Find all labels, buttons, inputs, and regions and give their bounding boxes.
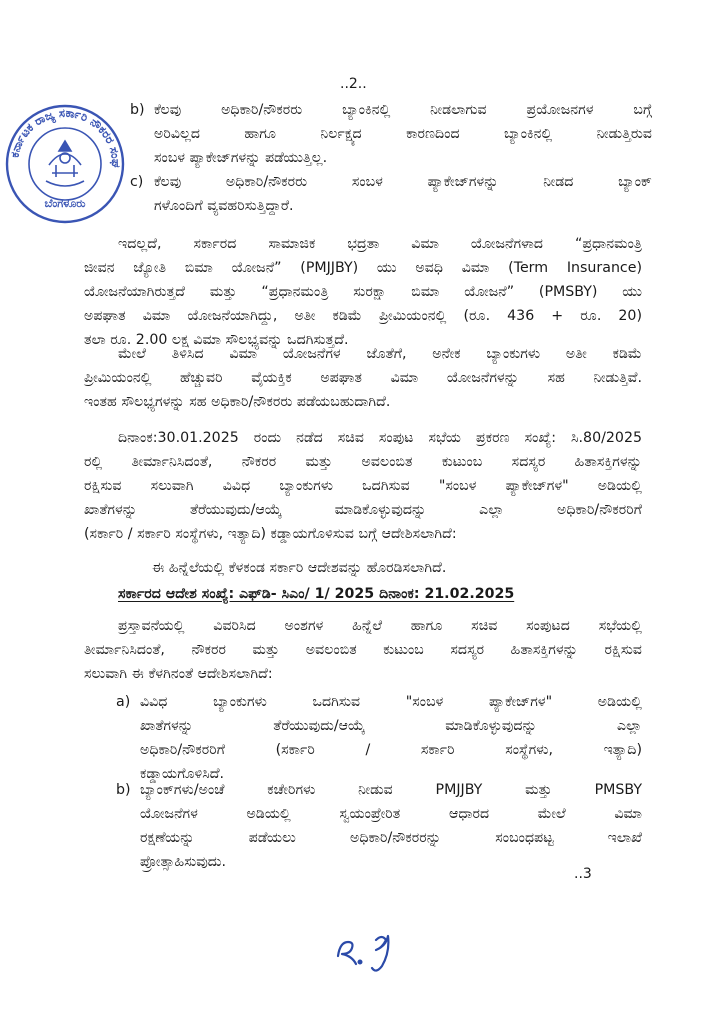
order-item-a — [116, 690, 642, 786]
paragraph-order-issued: ಈ ಹಿನ್ನೆಲೆಯಲ್ಲಿ ಕೆಳಕಂಡ ಸರ್ಕಾರಿ ಆದೇಶವನ್ನು ಹೊರಡಿಸಲಾಗಿದೆ. — [152, 560, 447, 576]
paragraph-line: ಅಪಘಾತ ವಿಮಾ ಯೋಜನೆಯಾಗಿದ್ದು, ಅತೀ ಕಡಿಮೆ ಪ್ರೀಮಿಯಂನಲ್ಲಿ (ರೂ. 436 + ರೂ. 20) — [84, 308, 642, 324]
paragraph-line: ತೀರ್ಮಾನಿಸಿದಂತೆ, ನೌಕರರ ಮತ್ತು ಅವಲಂಬಿತ ಕುಟುಂಬ ಸದಸ್ಯರ ಹಿತಾಸಕ್ತಿಗಳನ್ನು ರಕ್ಷಿಸುವ — [84, 642, 642, 658]
paragraph-cabinet-decision — [84, 426, 642, 546]
list-line: ಖಾತೆಗಳನ್ನು ತೆರೆಯುವುದು/ಆಯ್ಕೆ ಮಾಡಿಕೊಳ್ಳುವುದನ್ನು ಎಲ್ಲಾ — [140, 718, 642, 734]
paragraph-line: ಜೀವನ ಜ್ಯೋತಿ ಬಿಮಾ ಯೋಜನೆ” (PMJJBY) ಯು ಅವಧಿ ವಿಮಾ (Term Insurance) — [84, 260, 642, 276]
paragraph-line: ಖಾತೆಗಳನ್ನು ತೆರೆಯುವುದು/ಆಯ್ಕೆ ಮಾಡಿಕೊಳ್ಳುವುದನ್ನು ಎಲ್ಲಾ ಅಧಿಕಾರಿ/ನೌಕರರಿಗೆ — [84, 502, 642, 518]
paragraph-line: ಯೋಜನೆಯಾಗಿರುತ್ತದೆ ಮತ್ತು “ಪ್ರಧಾನಮಂತ್ರಿ ಸುರಕ್ಷಾ ಬಿಮಾ ಯೋಜನೆ” (PMSBY) ಯು — [84, 284, 642, 300]
list-line: ಕಡ್ಡಾಯಗೊಳಿಸಿದೆ. — [140, 766, 225, 782]
paragraph-line: ಇದಲ್ಲದೆ, ಸರ್ಕಾರದ ಸಾಮಾಜಿಕ ಭದ್ರತಾ ವಿಮಾ ಯೋಜನೆಗಳಾದ “ಪ್ರಧಾನಮಂತ್ರಿ — [118, 236, 642, 252]
list-line: ಅಧಿಕಾರಿ/ನೌಕರರಿಗೆ (ಸರ್ಕಾರಿ / ಸರ್ಕಾರಿ ಸಂಸ್ಥೆಗಳು, ಇತ್ಯಾದಿ) — [140, 742, 642, 758]
list-label: b) — [116, 782, 131, 798]
svg-text:ಕರ್ನಾಟಕ ರಾಜ್ಯ ಸರ್ಕಾರಿ ನೌಕರರ ಸಂ — [7, 106, 123, 169]
paragraph-insurance-schemes — [84, 232, 642, 352]
paragraph-line: ರಲ್ಲಿ ತೀರ್ಮಾನಿಸಿದಂತೆ, ನೌಕರರ ಮತ್ತು ಅವಲಂಬಿತ ಕುಟುಂಬ ಸದಸ್ಯರ ಹಿತಾಸಕ್ತಿಗಳನ್ನು — [84, 454, 642, 470]
list-label: c) — [130, 174, 144, 190]
paragraph-line: (ಸರ್ಕಾರಿ / ಸರ್ಕಾರಿ ಸಂಸ್ಥೆಗಳು, ಇತ್ಯಾದಿ) ಕಡ್ಡಾಯಗೊಳಿಸುವ ಬಗ್ಗೆ ಆದೇಶಿಸಲಾಗಿದೆ: — [84, 526, 457, 542]
list-label: a) — [116, 694, 131, 710]
list-line: ಗಳೊಂದಿಗೆ ವ್ಯವಹರಿಸುತ್ತಿದ್ದಾರೆ. — [154, 198, 294, 214]
paragraph-line: ಪ್ರಸ್ತಾವನೆಯಲ್ಲಿ ವಿವರಿಸಿದ ಅಂಶಗಳ ಹಿನ್ನೆಲೆ ಹಾಗೂ ಸಚಿವ ಸಂಪುಟದ ಸಭೆಯಲ್ಲಿ — [118, 618, 642, 634]
paragraph-line: ತಲಾ ರೂ. 2.00 ಲಕ್ಷ ವಿಮಾ ಸೌಲಭ್ಯವನ್ನು ಒದಗಿಸುತ್ತದೆ. — [84, 332, 349, 348]
handwritten-signature-icon — [332, 924, 412, 974]
list-line: ಪ್ರೋತ್ಸಾಹಿಸುವುದು. — [140, 854, 226, 870]
paragraph-line: ರಕ್ಷಿಸುವ ಸಲುವಾಗಿ ವಿವಿಧ ಬ್ಯಾಂಕುಗಳು ಒದಗಿಸುವ "ಸಂಬಳ ಪ್ಯಾಕೇಜ್‌ಗಳ" ಅಡಿಯಲ್ಲಿ — [84, 478, 642, 494]
order-item-b — [116, 778, 642, 874]
list-item-intro-c — [130, 170, 652, 218]
paragraph-order-intro — [84, 614, 642, 686]
list-line: ಕೆಲವು ಅಧಿಕಾರಿ/ನೌಕರರು ಬ್ಯಾಂಕಿನಲ್ಲಿ ನೀಡಲಾಗುವ ಪ್ರಯೋಜನಗಳ ಬಗ್ಗೆ — [154, 102, 652, 118]
seal-city-text: ಬೆಂಗಳೂರು — [44, 197, 86, 210]
page-number-top: ..2.. — [340, 76, 367, 92]
list-line: ರಕ್ಷಣೆಯನ್ನು ಪಡೆಯಲು ಅಧಿಕಾರಿ/ನೌಕರರನ್ನು ಸಂಬಂಧಪಟ್ಟ ಇಲಾಖೆ — [140, 830, 642, 846]
list-item-intro-b — [130, 98, 652, 170]
paragraph-line: ಪ್ರೀಮಿಯಂನಲ್ಲಿ ಹೆಚ್ಚುವರಿ ವೈಯಕ್ತಿಕ ಅಪಘಾತ ವಿಮಾ ಯೋಜನೆಗಳನ್ನು ಸಹ ನೀಡುತ್ತಿವೆ. — [84, 370, 642, 386]
list-line: ಕೆಲವು ಅಧಿಕಾರಿ/ನೌಕರರು ಸಂಬಳ ಪ್ಯಾಕೇಜ್‌ಗಳನ್ನು ನೀಡದ ಬ್ಯಾಂಕ್ — [154, 174, 652, 190]
paragraph-line: ಮೇಲೆ ತಿಳಿಸಿದ ವಿಮಾ ಯೋಜನೆಗಳ ಜೊತೆಗೆ, ಅನೇಕ ಬ್ಯಾಂಕುಗಳು ಅತೀ ಕಡಿಮೆ — [118, 346, 642, 362]
list-line: ಅರಿವಿಲ್ಲದ ಹಾಗೂ ನಿರ್ಲಕ್ಷ್ಯದ ಕಾರಣದಿಂದ ಬ್ಯಾಂಕಿನಲ್ಲಿ ನೀಡುತ್ತಿರುವ — [154, 126, 652, 142]
paragraph-bank-schemes — [84, 342, 642, 414]
order-heading: ಸರ್ಕಾರದ ಆದೇಶ ಸಂಖ್ಯೆ: ಎಫ್‌ಡಿ- ಸಿಎಂ/ 1/ 2025 ದಿನಾಂಕ: 21.02.2025 — [118, 586, 515, 602]
list-line: ಯೋಜನೆಗಳ ಅಡಿಯಲ್ಲಿ ಸ್ವಯಂಪ್ರೇರಿತ ಆಧಾರದ ಮೇಲೆ ವಿಮಾ — [140, 806, 642, 822]
paragraph-line: ಸಲುವಾಗಿ ಈ ಕೆಳಗಿನಂತೆ ಆದೇಶಿಸಲಾಗಿದೆ: — [84, 666, 273, 682]
list-line: ಬ್ಯಾಂಕ್‌ಗಳು/ಅಂಚೆ ಕಚೇರಿಗಳು ನೀಡುವ PMJJBY ಮತ್ತು PMSBY — [140, 782, 642, 798]
list-line: ವಿವಿಧ ಬ್ಯಾಂಕುಗಳು ಒದಗಿಸುವ "ಸಂಬಳ ಪ್ಯಾಕೇಜ್‌ಗಳ" ಅಡಿಯಲ್ಲಿ — [140, 694, 642, 710]
seal-ring-text: ಕರ್ನಾಟಕ ರಾಜ್ಯ ಸರ್ಕಾರಿ ನೌಕರರ ಸಂಘ — [7, 105, 124, 168]
page-number-bottom: ..3 — [574, 866, 592, 882]
list-line: ಸಂಬಳ ಪ್ಯಾಕೇಜ್‌ಗಳನ್ನು ಪಡೆಯುತ್ತಿಲ್ಲ. — [154, 150, 328, 166]
government-seal-icon — [4, 103, 126, 225]
list-label: b) — [130, 102, 145, 118]
paragraph-line: ದಿನಾಂಕ:30.01.2025 ರಂದು ನಡೆದ ಸಚಿವ ಸಂಪುಟ ಸಭೆಯ ಪ್ರಕರಣ ಸಂಖ್ಯೆ: ಸಿ.80/2025 — [118, 430, 642, 446]
paragraph-line: ಇಂತಹ ಸೌಲಭ್ಯಗಳನ್ನು ಸಹ ಅಧಿಕಾರಿ/ನೌಕರರು ಪಡೆಯಬಹುದಾಗಿದೆ. — [84, 394, 391, 410]
